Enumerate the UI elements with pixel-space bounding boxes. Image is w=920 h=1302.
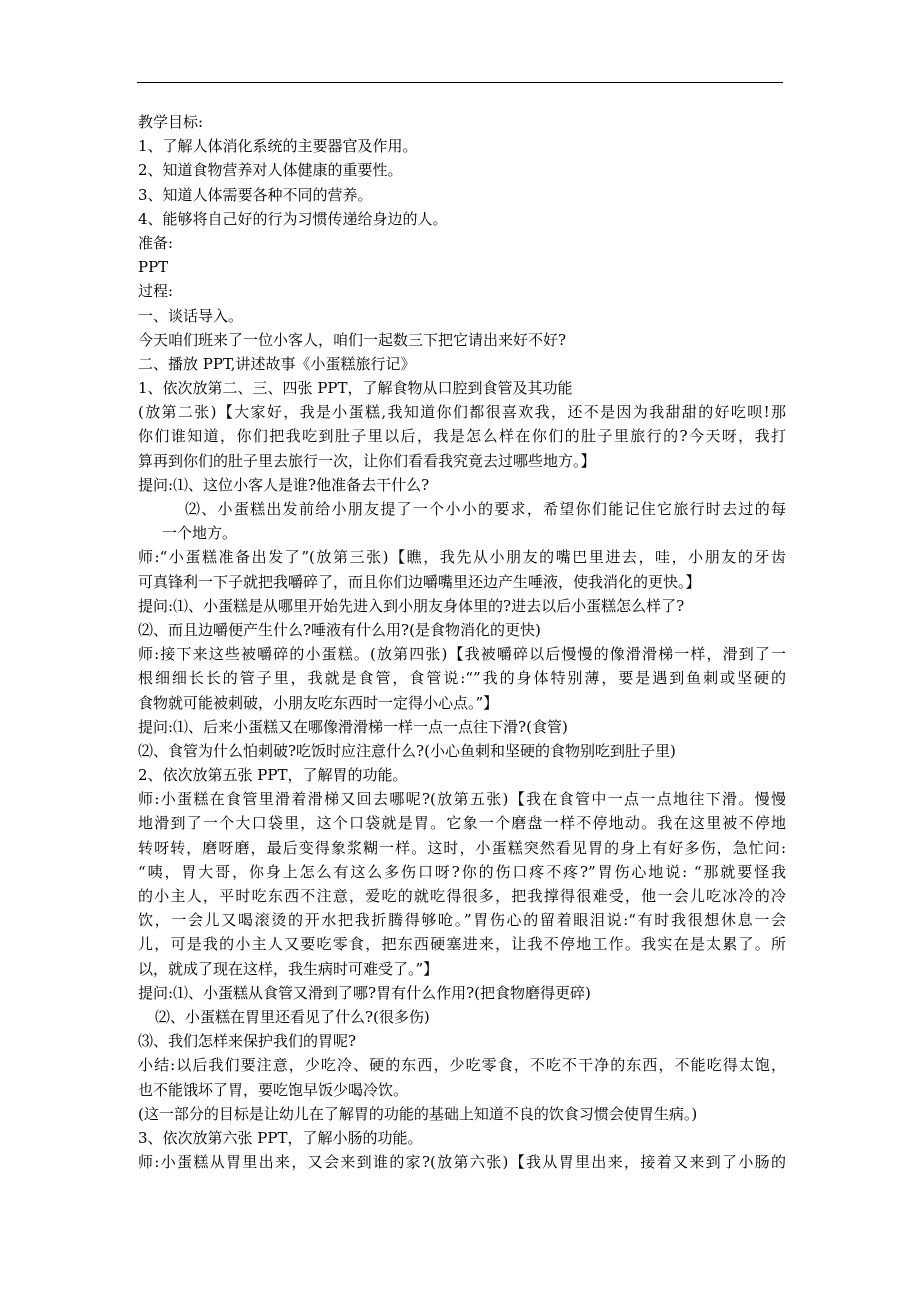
paragraph-line: 饮，一会儿又喝滚烫的开水把我折腾得够呛。”胃伤心的留着眼泪说:“有时我很想休息一会 [138,911,786,930]
paragraph-line: 转呀转，磨呀磨，最后变得象浆糊一样。这时，小蛋糕突然看见胃的身上有好多伤，急忙问: [138,838,786,857]
process-step-heading-1: 一、谈话导入。 [138,306,244,325]
paragraph-line: 师:小蛋糕在食管里滑着滑梯又回去哪呢?(放第五张)【我在食管中一点一点地往下滑。慢慢 [138,790,786,809]
question-line: ⑶、我们怎样来保护我们的胃呢? [138,1032,357,1051]
paragraph-line: 地滑到了一个大口袋里，这个口袋就是胃。它象一个磨盘一样不停地动。我在这里被不停地 [138,814,786,833]
section-heading-preparation: 准备: [138,233,174,252]
goal-item-3: 3、知道人体需要各种不同的营养。 [138,185,373,204]
goal-item-2: 2、知道食物营养对人体健康的重要性。 [138,161,403,180]
summary-line: 也不能饿坏了胃，要吃饱早饭少喝冷饮。 [138,1080,409,1099]
subsection-heading-3: 3、依次放第六张 PPT，了解小肠的功能。 [138,1128,423,1147]
note-line: (这一部分的目标是让幼儿在了解胃的功能的基础上知道不良的饮食习惯会使胃生病。) [138,1104,698,1123]
paragraph-line: 师:小蛋糕从胃里出来，又会来到谁的家?(放第六张)【我从胃里出来，接着又来到了小肠的 [138,1153,786,1172]
paragraph-line: 一个地方。 [162,524,238,543]
question-line: ⑵、小蛋糕出发前给小朋友提了一个小小的要求，希望你们能记住它旅行时去过的每 [185,500,786,518]
preparation-item: PPT [138,258,169,277]
process-step-heading-2: 二、播放 PPT,讲述故事《小蛋糕旅行记》 [138,354,416,373]
summary-line: 小结:以后我们要注意，少吃冷、硬的东西，少吃零食，不吃不干净的东西，不能吃得太饱， [138,1056,786,1075]
paragraph-line: 算再到你们的肚子里去旅行一次，让你们看看我究竟去过哪些地方。】 [138,451,596,470]
paragraph-line: 以，就成了现在这样，我生病时可难受了。”】 [138,959,439,978]
paragraph-line: 儿，可是我的小主人又要吃零食，把东西硬塞进来，让我不停地工作。我实在是太累了。所 [138,935,786,954]
question-line: ⑵、食管为什么怕刺破?吃饭时应注意什么?(小心鱼刺和坚硬的食物别吃到肚子里) [138,741,676,760]
question-line: ⑵、而且边嚼便产生什么?唾液有什么用?(是食物消化的更快) [138,620,541,639]
subsection-heading-2: 2、依次放第五张 PPT，了解胃的功能。 [138,766,408,785]
paragraph-line: “咦，胃大哥，你身上怎么有这么多伤口呀?你的伤口疼不疼?”胃伤心地说: “那就要怪我 [138,862,786,881]
paragraph-line: 食物就可能被刺破，小朋友吃东西时一定得小心点。”】 [138,693,499,712]
paragraph-line: 今天咱们班来了一位小客人，咱们一起数三下把它请出来好不好? [138,330,567,349]
paragraph-line: 根细细长长的管子里，我就是食管，食管说:“”我的身体特别薄，要是遇到鱼刺或坚硬的 [138,669,786,688]
goal-item-1: 1、了解人体消化系统的主要器官及作用。 [138,137,418,156]
paragraph-line: 师:“小蛋糕准备出发了”(放第三张)【瞧，我先从小朋友的嘴巴里进去，哇，小朋友的牙齿 [138,548,786,567]
section-heading-goals: 教学目标: [138,113,204,131]
paragraph-line: 可真锋利一下子就把我嚼碎了，而且你们边嚼嘴里还边产生唾液，使我消化的更快。】 [138,572,701,591]
paragraph-line: 师:接下来这些被嚼碎的小蛋糕。(放第四张)【我被嚼碎以后慢慢的像滑滑梯一样，滑到了一 [138,645,786,664]
paragraph-line: 的小主人，平时吃东西不注意，爱吃的就吃得很多，把我撑得很难受，他一会儿吃冰冷的冷 [138,887,786,905]
paragraph-line: 你们谁知道，你们把我吃到肚子里以后，我是怎么样在你们的肚子里旅行的?今天呀，我打 [138,427,786,446]
question-line: 提问:⑴、小蛋糕从食管又滑到了哪?胃有什么作用?(把食物磨得更碎) [138,983,591,1002]
document-body [138,110,786,1174]
paragraph-line: (放第二张)【大家好，我是小蛋糕,我知道你们都很喜欢我，还不是因为我甜甜的好吃呗!那 [138,403,786,422]
question-line: 提问:⑴、这位小客人是谁?他准备去干什么? [138,475,430,494]
question-line: 提问:⑴、小蛋糕是从哪里开始先进入到小朋友身体里的?进去以后小蛋糕怎么样了? [138,596,685,615]
header-rule [137,82,783,83]
goal-item-4: 4、能够将自己好的行为习惯传递给身边的人。 [138,209,448,228]
section-heading-process: 过程: [138,282,174,301]
question-line: 提问:⑴、后来小蛋糕又在哪像滑滑梯一样一点一点往下滑?(食管) [138,717,568,736]
question-line: ⑵、小蛋糕在胃里还看见了什么?(很多伤) [155,1007,430,1026]
subsection-heading-1: 1、依次放第二、三、四张 PPT，了解食物从口腔到食管及其功能 [138,379,573,398]
